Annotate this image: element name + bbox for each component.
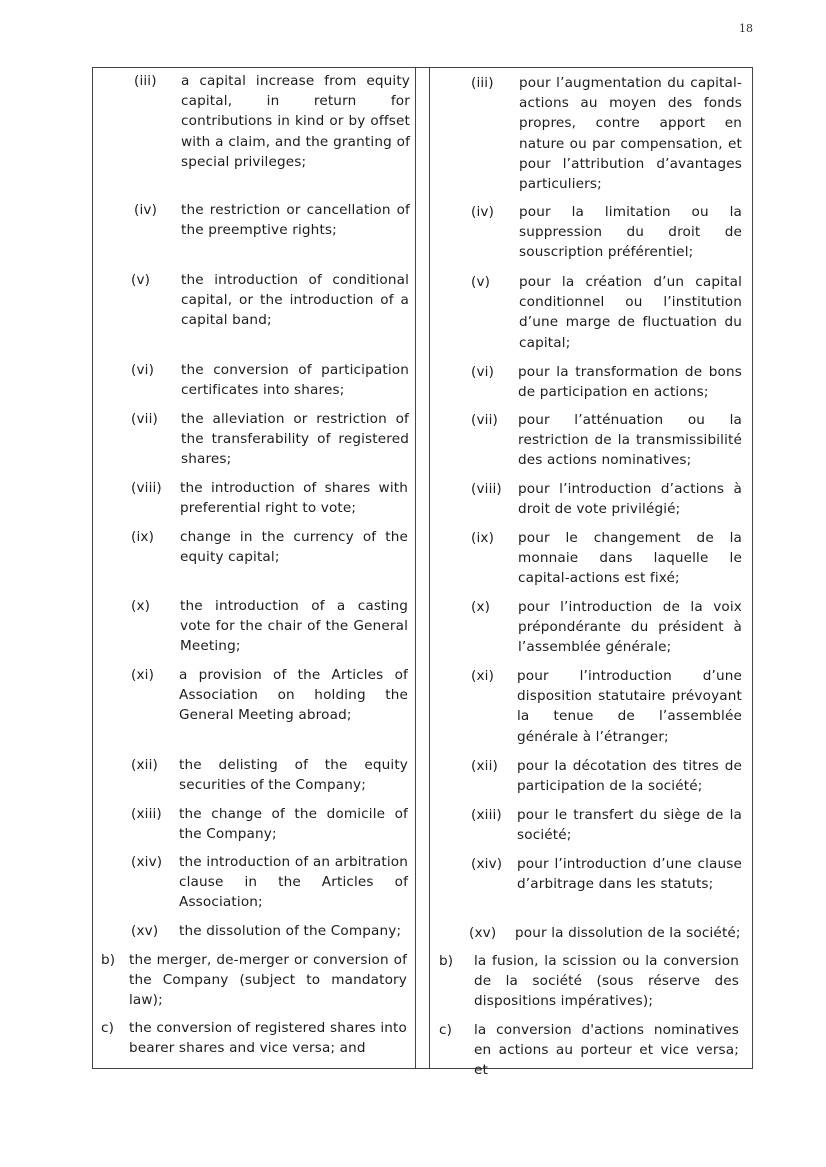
- item-text: pour la dissolution de la société;: [515, 925, 741, 941]
- item-text: pour la décotation des titres de participation de la société;: [517, 758, 742, 795]
- item-marker: (vi): [471, 364, 495, 380]
- item-marker: (x): [131, 598, 151, 614]
- item-marker: (xv): [469, 925, 497, 941]
- item-text: pour l’introduction d’une clause d’arbitrage dans les statuts;: [517, 856, 742, 893]
- item-text: pour l’introduction d’une disposition statutaire prévoyant la tenue de l’assemblée générale à l’étranger;: [517, 668, 742, 745]
- item-marker: c): [101, 1020, 115, 1036]
- item-marker: (xiii): [131, 806, 162, 822]
- item-marker: (vii): [471, 412, 498, 428]
- item-marker: (xv): [131, 923, 159, 939]
- item-marker: (xiii): [471, 807, 502, 823]
- item-text: the introduction of a casting vote for the chair of the General Meeting;: [180, 598, 408, 655]
- item-text: change in the currency of the equity capital;: [180, 529, 408, 566]
- item-marker: (vii): [131, 411, 158, 427]
- item-marker: (vi): [131, 362, 155, 378]
- page-number: 18: [739, 22, 753, 35]
- item-text: a provision of the Articles of Association on holding the General Meeting abroad;: [179, 667, 408, 724]
- item-marker: (xiv): [471, 856, 503, 872]
- item-text: the delisting of the equity securities of the Company;: [179, 757, 408, 794]
- item-marker: (viii): [471, 481, 502, 497]
- item-text: pour l’atténuation ou la restriction de la transmissibilité des actions nominatives;: [518, 412, 742, 469]
- item-text: the introduction of an arbitration clause in the Articles of Association;: [179, 854, 408, 911]
- item-marker: (xii): [471, 758, 498, 774]
- item-text: pour la limitation ou la suppression du droit de souscription préférentiel;: [519, 204, 742, 261]
- item-marker: (iii): [471, 75, 494, 91]
- item-text: pour la création d’un capital conditionnel ou l’institution d’une marge de fluctuation du capital;: [519, 274, 742, 351]
- item-text: the conversion of participation certificates into shares;: [181, 362, 409, 399]
- item-text: pour l’introduction d’actions à droit de vote privilégié;: [518, 481, 742, 518]
- item-marker: (xiv): [131, 854, 163, 870]
- item-marker: (iv): [134, 202, 158, 218]
- item-marker: (ix): [471, 530, 495, 546]
- item-marker: (iv): [471, 204, 495, 220]
- item-text: the restriction or cancellation of the preemptive rights;: [181, 202, 410, 239]
- item-marker: (ix): [131, 529, 155, 545]
- column-divider-left: [415, 67, 416, 1069]
- column-divider-right: [429, 67, 430, 1069]
- item-marker: (x): [471, 599, 491, 615]
- item-text: the introduction of conditional capital, or the introduction of a capital band;: [181, 272, 409, 329]
- item-text: the introduction of shares with preferential right to vote;: [180, 480, 408, 517]
- item-text: pour le changement de la monnaie dans laquelle le capital-actions est fixé;: [518, 530, 742, 587]
- item-text: pour la transformation de bons de participation en actions;: [518, 364, 742, 401]
- item-text: the change of the domicile of the Company;: [179, 806, 408, 843]
- item-text: the conversion of registered shares into bearer shares and vice versa; and: [129, 1020, 407, 1057]
- item-marker: c): [439, 1022, 453, 1038]
- item-marker: (xi): [471, 668, 495, 684]
- item-text: the dissolution of the Company;: [179, 923, 402, 939]
- item-marker: (xii): [131, 757, 158, 773]
- item-text: pour le transfert du siège de la société;: [517, 807, 742, 844]
- item-text: the merger, de-merger or conversion of the Company (subject to mandatory law);: [129, 952, 407, 1009]
- item-text: pour l’augmentation du capital-actions au moyen des fonds propres, contre apport en nature ou par compensation, et pour l’attribution d’avantages particuliers;: [519, 75, 742, 193]
- item-text: a capital increase from equity capital, in return for contributions in kind or by offset with a claim, and the granting of special privileges;: [181, 73, 410, 170]
- item-marker: (v): [471, 274, 491, 290]
- item-text: la conversion d'actions nominatives en actions au porteur et vice versa; et: [474, 1022, 739, 1079]
- item-text: pour l’introduction de la voix prépondérante du président à l’assemblée générale;: [518, 599, 742, 656]
- item-marker: b): [439, 953, 454, 969]
- item-marker: (viii): [131, 480, 162, 496]
- item-marker: b): [101, 952, 116, 968]
- item-marker: (v): [131, 272, 151, 288]
- item-text: the alleviation or restriction of the transferability of registered shares;: [181, 411, 409, 468]
- item-marker: (xi): [131, 667, 155, 683]
- item-marker: (iii): [134, 73, 157, 89]
- item-text: la fusion, la scission ou la conversion de la société (sous réserve des dispositions impératives);: [474, 953, 739, 1010]
